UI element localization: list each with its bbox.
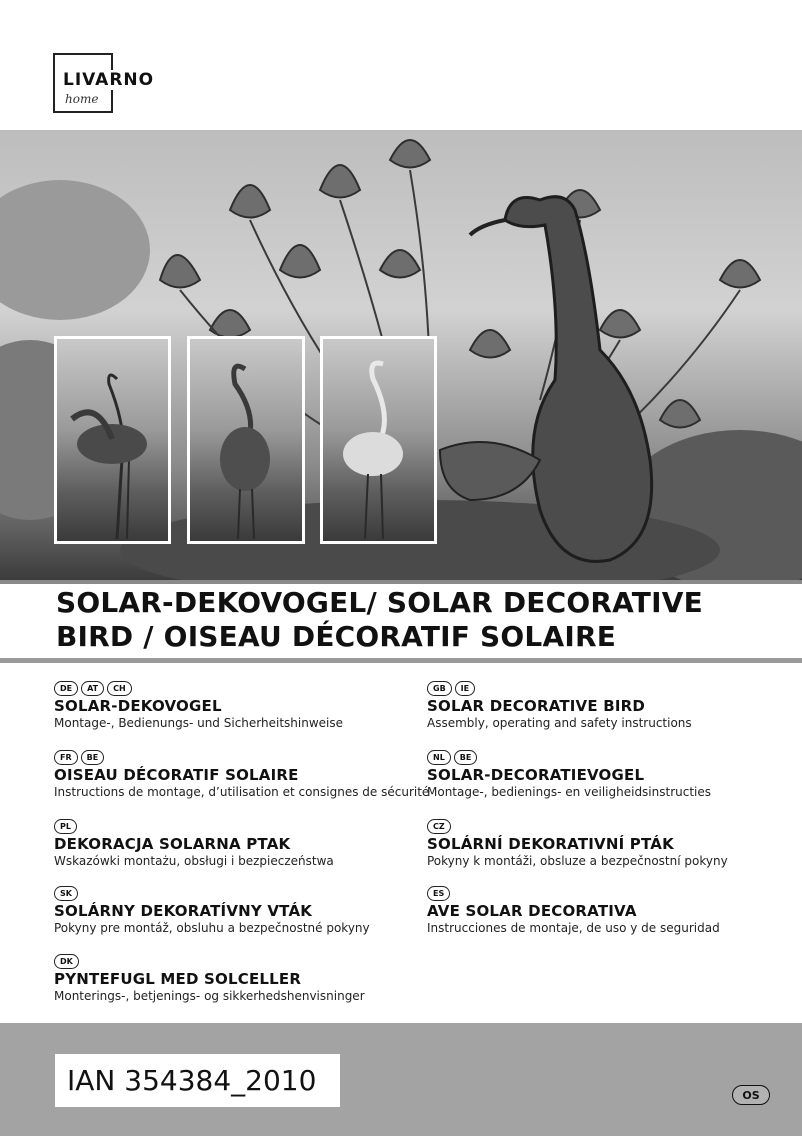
ian-number: IAN 354384_2010 (55, 1054, 340, 1107)
country-badge: ES (427, 886, 450, 901)
lang-subtitle: Pokyny pre montáž, obsluhu a bezpečnostné pokyny (54, 921, 370, 935)
lang-subtitle: Instrucciones de montaje, de uso y de seguridad (427, 921, 720, 935)
country-badges (427, 886, 802, 900)
title-line-2: BIRD / OISEAU DÉCORATIF SOLAIRE (56, 620, 617, 653)
hero-photo (0, 130, 802, 580)
lang-subtitle: Monterings-, betjenings- og sikkerhedshenvisninger (54, 989, 365, 1003)
country-badges (54, 954, 434, 968)
lang-block-dk (54, 954, 434, 1003)
country-badge: DE (54, 681, 78, 696)
lang-heading: SOLÁRNÍ DEKORATIVNÍ PTÁK (427, 835, 674, 853)
country-badge: BE (454, 750, 478, 765)
brand-sub: home (65, 92, 99, 106)
country-badges (54, 750, 434, 764)
os-badge: OS (732, 1085, 770, 1105)
country-badge: CH (107, 681, 132, 696)
lang-heading: OISEAU DÉCORATIF SOLAIRE (54, 766, 299, 784)
lang-subtitle: Montage-, bedienings- en veiligheidsinstructies (427, 785, 712, 799)
flamingo-variant-icon (190, 339, 302, 541)
lang-heading: SOLAR-DEKOVOGEL (54, 697, 222, 715)
lang-block-sk (54, 886, 434, 935)
country-badge: SK (54, 886, 78, 901)
peacock-variant-icon (57, 339, 168, 541)
country-badge: PL (54, 819, 77, 834)
product-thumb-3 (320, 336, 437, 544)
lang-heading: AVE SOLAR DECORATIVA (427, 902, 637, 920)
lang-block-es (427, 886, 802, 935)
lang-block-pl (54, 819, 434, 868)
lang-subtitle: Instructions de montage, d’utilisation et consignes de sécurité (54, 785, 430, 799)
lang-block-cz (427, 819, 802, 868)
country-badges (427, 750, 802, 764)
divider-top (0, 580, 802, 584)
lang-heading: DEKORACJA SOLARNA PTAK (54, 835, 291, 853)
brand-logo (53, 53, 155, 113)
country-badges (54, 886, 434, 900)
country-badge: NL (427, 750, 451, 765)
divider-bottom (0, 658, 802, 663)
country-badges (54, 681, 434, 695)
lang-subtitle: Pokyny k montáži, obsluze a bezpečnostní pokyny (427, 854, 728, 868)
lang-block-fr (54, 750, 434, 799)
lang-subtitle: Montage-, Bedienungs- und Sicherheitshinweise (54, 716, 343, 730)
product-thumb-1 (54, 336, 171, 544)
lang-heading: SOLÁRNY DEKORATÍVNY VTÁK (54, 902, 313, 920)
lang-subtitle: Assembly, operating and safety instructions (427, 716, 692, 730)
lang-heading: SOLAR DECORATIVE BIRD (427, 697, 646, 715)
country-badges (427, 681, 802, 695)
lang-subtitle: Wskazówki montażu, obsługi i bezpieczeństwa (54, 854, 334, 868)
lang-block-nl (427, 750, 802, 799)
heron-variant-icon (323, 339, 434, 541)
country-badge: FR (54, 750, 78, 765)
country-badge: IE (455, 681, 475, 696)
country-badge: AT (81, 681, 104, 696)
brand-name: LIVARNO (63, 70, 155, 90)
title-line-1: SOLAR-DEKOVOGEL/ SOLAR DECORATIVE (56, 586, 703, 619)
lang-block-gb (427, 681, 802, 730)
country-badge: GB (427, 681, 452, 696)
lang-block-de (54, 681, 434, 730)
lang-heading: PYNTEFUGL MED SOLCELLER (54, 970, 302, 988)
country-badges (427, 819, 802, 833)
product-thumb-2 (187, 336, 305, 544)
country-badge: DK (54, 954, 79, 969)
lang-heading: SOLAR-DECORATIEVOGEL (427, 766, 645, 784)
country-badges (54, 819, 434, 833)
country-badge: CZ (427, 819, 451, 834)
country-badge: BE (81, 750, 105, 765)
